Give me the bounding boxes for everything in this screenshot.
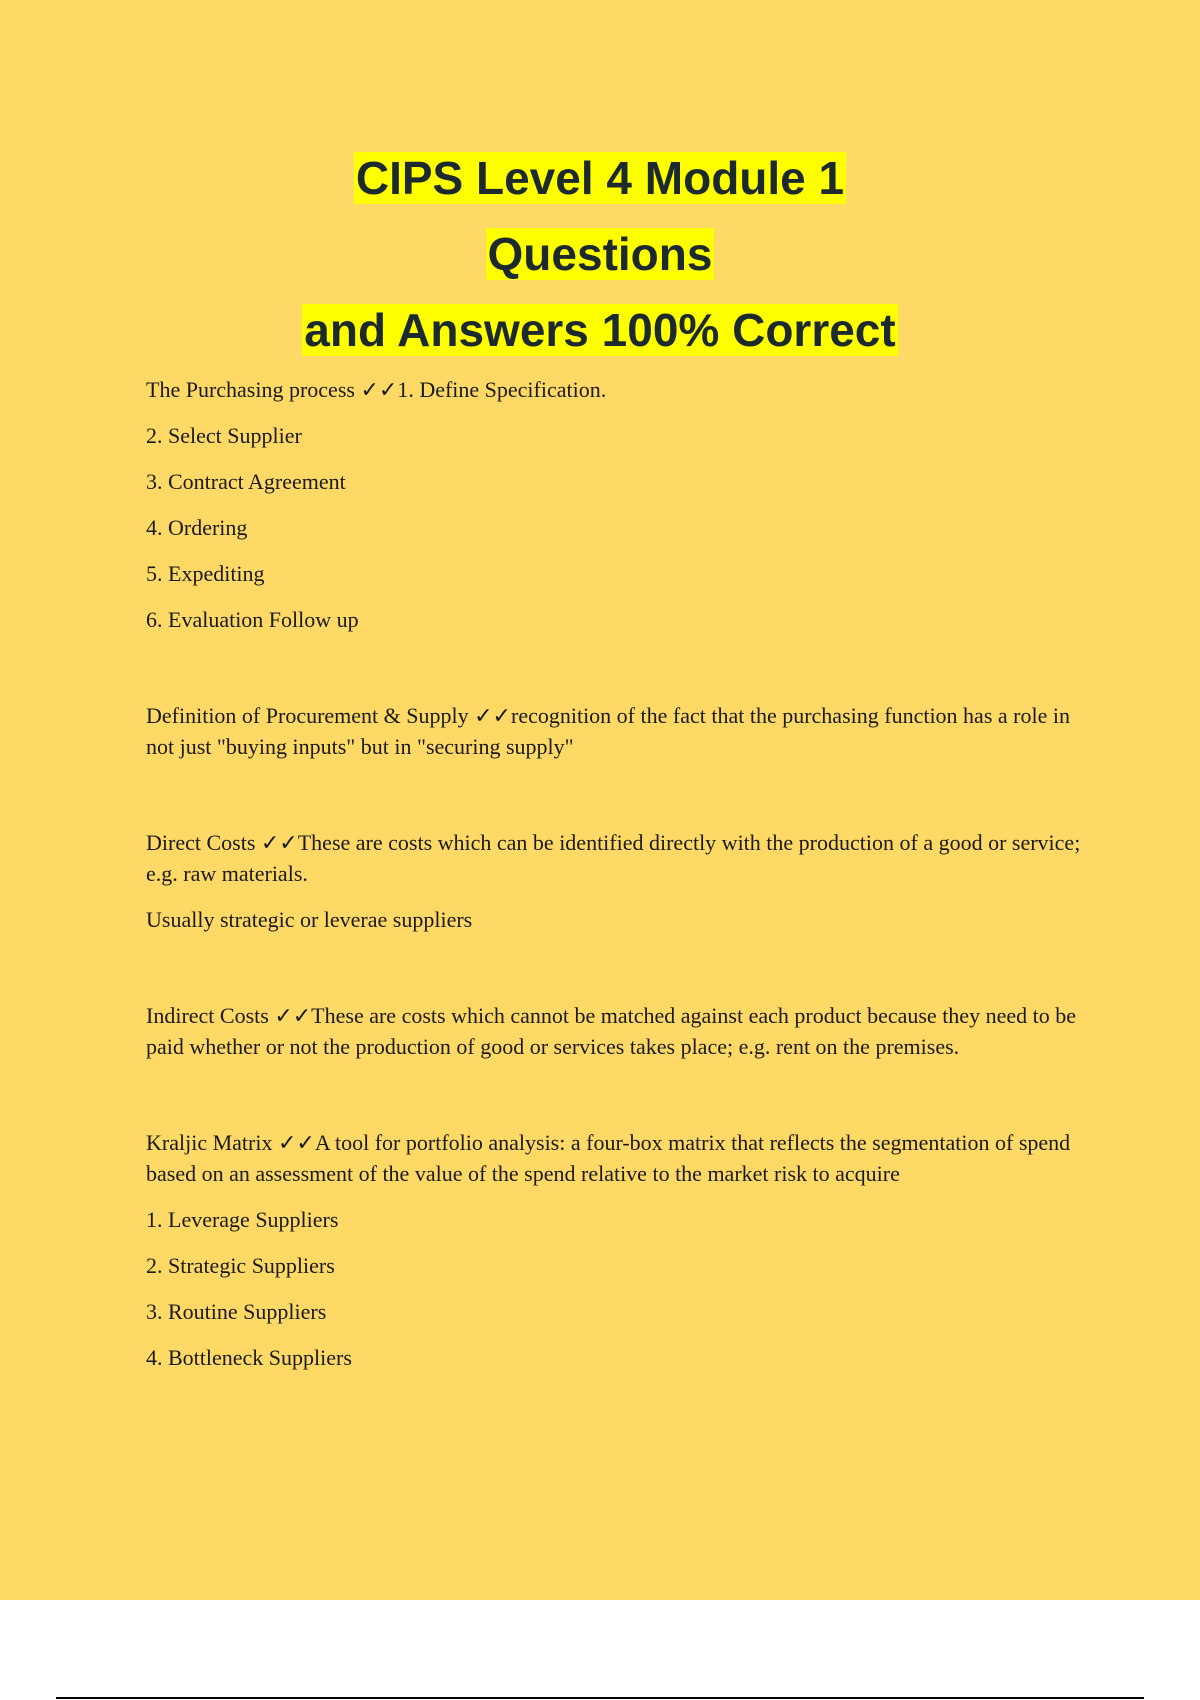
list-item: 3. Contract Agreement <box>146 469 346 494</box>
section-gap <box>146 950 1086 1000</box>
list-item: 2. Strategic Suppliers <box>146 1253 335 1278</box>
section-indirect-costs <box>146 1000 1086 1062</box>
section-purchasing-process <box>146 374 1086 635</box>
section-gap <box>146 1077 1086 1127</box>
document-content <box>146 374 1086 1388</box>
section-kraljic-matrix <box>146 1127 1086 1373</box>
indirect-costs-text: Indirect Costs ✓✓These are costs which cannot be matched against each product because they need to be paid whether or not the production of good or services takes place; e.g. rent on the premises. <box>146 1003 1076 1059</box>
list-item: 4. Bottleneck Suppliers <box>146 1345 352 1370</box>
document-title <box>0 140 1200 368</box>
title-line-2: Questions <box>487 228 713 280</box>
list-item: 4. Ordering <box>146 515 248 540</box>
section-direct-costs <box>146 827 1086 935</box>
title-line-3: and Answers 100% Correct <box>304 304 896 356</box>
procurement-definition-text: Definition of Procurement & Supply ✓✓recognition of the fact that the purchasing function has a role in not just "buying inputs" but in "securing supply" <box>146 703 1070 759</box>
list-item: 2. Select Supplier <box>146 423 302 448</box>
bottom-divider <box>56 1697 1144 1699</box>
direct-costs-text: Direct Costs ✓✓These are costs which can be identified directly with the production of a good or service; e.g. raw materials. <box>146 830 1081 886</box>
list-item: 1. Leverage Suppliers <box>146 1207 339 1232</box>
purchasing-process-intro: The Purchasing process ✓✓1. Define Specification. <box>146 377 607 402</box>
title-line-1: CIPS Level 4 Module 1 <box>355 152 845 204</box>
list-item: 6. Evaluation Follow up <box>146 607 359 632</box>
kraljic-matrix-text: Kraljic Matrix ✓✓A tool for portfolio analysis: a four-box matrix that reflects the segmentation of spend based on an assessment of the value of the spend relative to the market risk to acquire <box>146 1130 1071 1186</box>
list-item: 3. Routine Suppliers <box>146 1299 327 1324</box>
list-item: 5. Expediting <box>146 561 265 586</box>
direct-costs-note: Usually strategic or leverae suppliers <box>146 907 473 932</box>
section-gap <box>146 777 1086 827</box>
section-gap <box>146 650 1086 700</box>
section-procurement-definition <box>146 700 1086 762</box>
